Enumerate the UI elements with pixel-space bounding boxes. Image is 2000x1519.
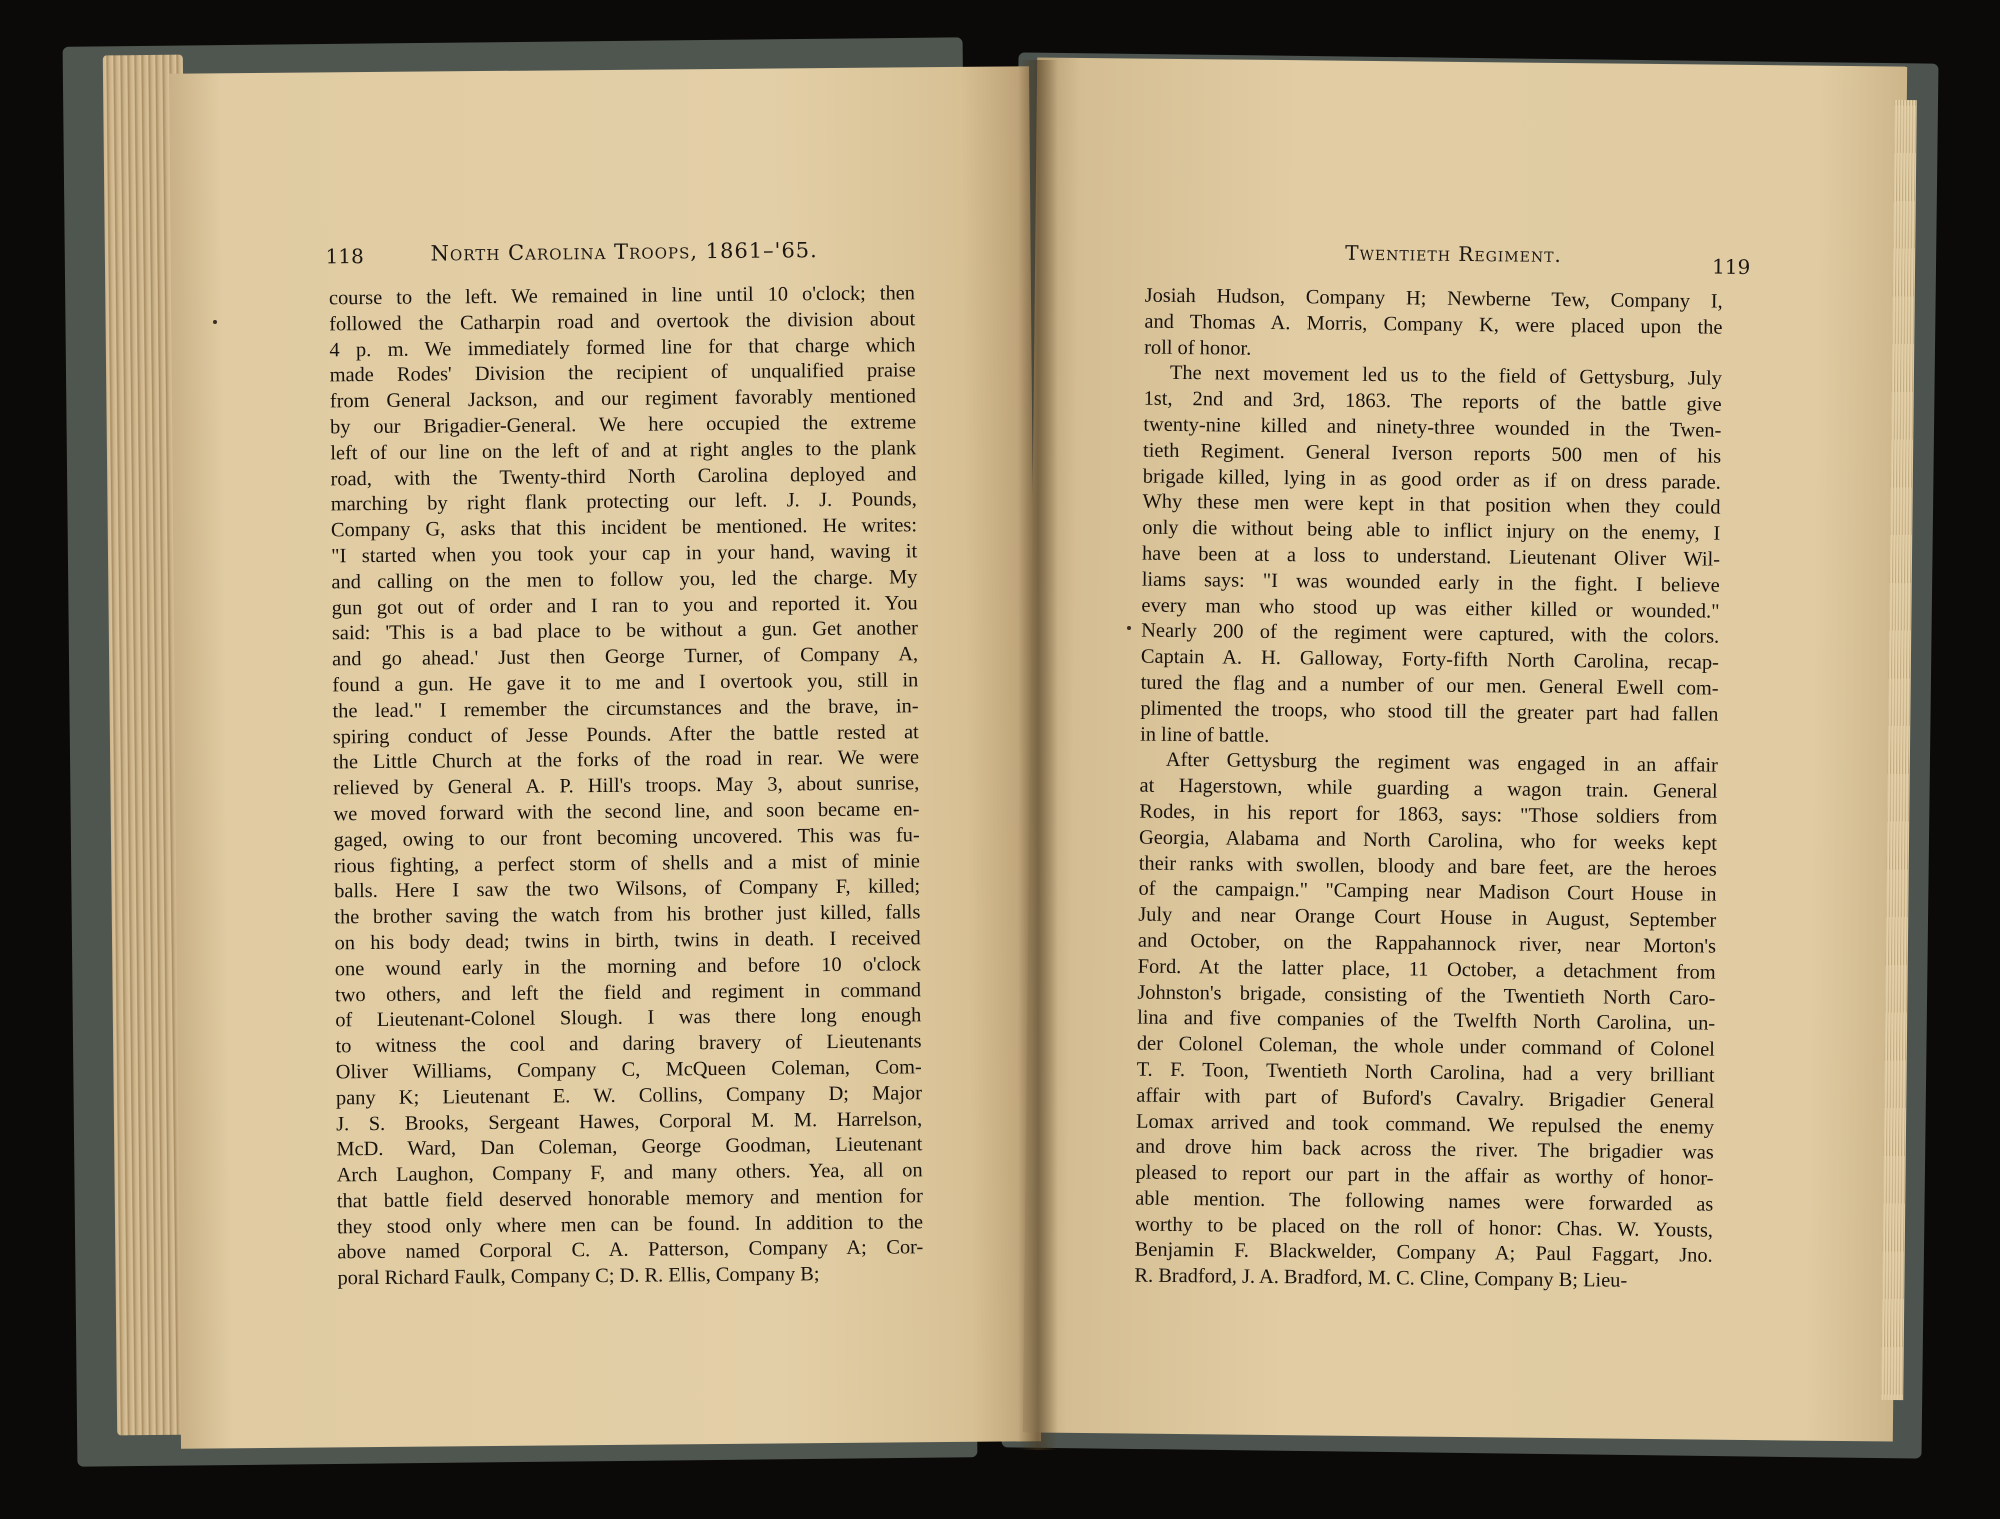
text-line: road, with the Twenty-third North Carolina deployed and <box>330 462 917 490</box>
text-line: the brother saving the watch from his brother just killed, falls <box>334 901 921 929</box>
text-line: by our Brigadier-General. We here occupied the extreme <box>330 411 917 439</box>
text-line: course to the left. We remained in line until 10 o'clock; then <box>328 282 916 310</box>
text-line: Rodes, in his report for 1863, says: "Those soldiers from <box>1139 800 1718 829</box>
text-line: every man who stood up was either killed or wounded." <box>1141 594 1720 623</box>
text-line: R. Bradford, J. A. Bradford, M. C. Cline, Company B; Lieu- <box>1134 1264 1628 1293</box>
text-line: "I started when you took your cap in your hand, waving it <box>331 540 918 568</box>
text-line: J. S. Brooks, Sergeant Hawes, Corporal M. M. Harrelson, <box>336 1107 923 1135</box>
text-line: Lomax arrived and took command. We repulsed the enemy <box>1135 1110 1715 1139</box>
page-number-left: 118 <box>325 244 364 269</box>
text-line: said: 'This is a bad place to be without a gun. Get another <box>331 617 918 645</box>
text-line: Ford. At the latter place, 11 October, a detachment from <box>1137 955 1716 984</box>
text-line: left of our line on the left of and at right angles to the plank <box>330 437 917 465</box>
text-line: The next movement led us to the field of Gettysburg, July <box>1169 362 1723 391</box>
text-line: followed the Catharpin road and overtook the division about <box>329 308 916 336</box>
text-line: lina and five companies of the Twelfth North Carolina, un- <box>1137 1006 1716 1035</box>
text-line: rious fighting, a perfect storm of shells and a mist of minie <box>333 849 921 877</box>
text-line: and go ahead.' Just then George Turner, of Company A, <box>332 643 919 671</box>
text-line: worthy to be placed on the roll of honor: Chas. W. Yousts, <box>1134 1213 1714 1242</box>
text-line: liams says: "I was wounded early in the fight. I believe <box>1141 568 1720 597</box>
text-line: 4 p. m. We immediately formed line for that charge which <box>329 333 916 361</box>
text-line: above named Corporal C. A. Patterson, Company A; Cor- <box>337 1236 924 1264</box>
text-line: on his body dead; twins in birth, twins in death. I received <box>334 927 921 955</box>
text-line: Nearly 200 of the regiment were captured, with the colors. <box>1141 619 1720 649</box>
text-line: from General Jackson, and our regiment favorably mentioned <box>329 385 916 413</box>
text-line: to witness the cool and daring bravery of Lieutenants <box>335 1030 922 1058</box>
text-line: Benjamin F. Blackwelder, Company A; Paul Faggart, Jno. <box>1134 1239 1713 1268</box>
text-line: der Colonel Coleman, the whole under command of Colonel <box>1136 1032 1715 1061</box>
page-number-right: 119 <box>1711 254 1751 279</box>
text-line: twenty-nine killed and ninety-three wounded in the Twen- <box>1143 413 1722 442</box>
text-line: Company G, asks that this incident be mentioned. He writes: <box>330 514 918 542</box>
text-line: the lead." I remember the circumstances and the brave, in- <box>332 695 919 723</box>
text-line: pany K; Lieutenant E. W. Collins, Company D; Major <box>335 1081 923 1110</box>
text-line: balls. Here I saw the two Wilsons, of Company F, killed; <box>334 875 921 903</box>
text-line: Captain A. H. Galloway, Forty-fifth North Carolina, recap- <box>1140 645 1720 674</box>
text-line: Arch Laughon, Company F, and many others. Yea, all on <box>336 1159 923 1187</box>
text-line: marching by right flank protecting our left. J. J. Pounds, <box>330 488 917 516</box>
text-line: gun got out of order and I ran to you and reported it. You <box>331 591 918 619</box>
text-line: and drove him back across the river. The brigadier was <box>1135 1135 1714 1164</box>
text-line: one wound early in the morning and before 10 o'clock <box>334 952 921 981</box>
text-line: only die without being able to inflict injury on the enemy, I <box>1142 516 1721 545</box>
book-gutter <box>1018 60 1058 1450</box>
right-page <box>1023 57 1907 1441</box>
text-line: gaged, owing to our front becoming uncovered. This was fu- <box>333 823 920 852</box>
text-line: July and near Orange Court House in August, September <box>1138 903 1717 932</box>
text-line: tieth Regiment. General Iverson reports 500 men of his <box>1142 439 1722 468</box>
text-line: roll of honor. <box>1144 336 1252 360</box>
text-line: spiring conduct of Jesse Pounds. After the battle rested at <box>332 720 919 748</box>
text-line: affair with part of Buford's Cavalry. Brigadier General <box>1136 1084 1715 1113</box>
running-head-right: Twentieth Regiment. <box>1345 240 1562 267</box>
left-page-text <box>329 281 924 1292</box>
text-line: Oliver Williams, Company C, McQueen Coleman, Com- <box>335 1056 922 1084</box>
text-line: the Little Church at the forks of the road in rear. We were <box>332 746 920 774</box>
text-line: tured the flag and a number of our men. General Ewell com- <box>1140 671 1719 700</box>
text-line: have been at a loss to understand. Lieutenant Oliver Wil- <box>1141 542 1721 571</box>
text-line: 1st, 2nd and 3rd, 1863. The reports of the battle give <box>1143 387 1722 416</box>
text-line: their ranks with swollen, bloody and bare feet, are the heroes <box>1138 852 1717 881</box>
text-line: of the campaign." "Camping near Madison Court House in <box>1138 877 1717 906</box>
text-line: of Lieutenant-Colonel Slough. I was there long enough <box>335 1004 922 1032</box>
text-line: and October, on the Rappahannock river, near Morton's <box>1137 929 1717 958</box>
text-line: able mention. The following names were forwarded as <box>1135 1187 1714 1216</box>
text-line: McD. Ward, Dan Coleman, George Goodman, Lieutenant <box>336 1133 923 1161</box>
text-line: found a gun. He gave it to me and I overtook you, still in <box>332 669 919 697</box>
text-line: Josiah Hudson, Company H; Newberne Tew, Company I, <box>1144 284 1723 313</box>
text-line: pleased to report our part in the affair as worthy of honor- <box>1135 1161 1714 1190</box>
text-line: made Rodes' Division the recipient of unqualified praise <box>329 359 916 387</box>
paper-speck <box>213 320 217 324</box>
text-line: relieved by General A. P. Hill's troops. May 3, about sunrise, <box>333 772 920 800</box>
text-line: Johnston's brigade, consisting of the Twentieth North Caro- <box>1137 981 1716 1010</box>
text-line: T. F. Toon, Twentieth North Carolina, had a very brilliant <box>1136 1058 1715 1087</box>
right-page-text <box>1134 284 1723 1296</box>
text-line: poral Richard Faulk, Company C; D. R. Ellis, Company B; <box>337 1263 820 1290</box>
paper-speck <box>1127 626 1131 630</box>
text-line: two others, and left the field and regiment in command <box>334 978 922 1006</box>
text-line: Why these men were kept in that position when they could <box>1142 490 1721 520</box>
text-line: at Hagerstown, while guarding a wagon train. General <box>1139 774 1718 803</box>
text-line: we moved forward with the second line, and soon became en- <box>333 798 920 826</box>
text-line: and Thomas A. Morris, Company K, were placed upon the <box>1144 310 1723 339</box>
text-line: that battle field deserved honorable memory and mention for <box>336 1185 923 1213</box>
text-line: Georgia, Alabama and North Carolina, who for weeks kept <box>1138 826 1718 855</box>
running-head-left: North Carolina Troops, 1861–'65. <box>430 238 818 266</box>
left-page <box>169 66 1041 1448</box>
text-line: in line of battle. <box>1140 723 1270 747</box>
text-line: and calling on the men to follow you, led the charge. My <box>331 566 918 594</box>
text-line: they stood only where men can be found. In addition to the <box>336 1210 924 1239</box>
text-line: brigade killed, lying in as good order as if on dress parade. <box>1142 465 1721 494</box>
text-line: plimented the troops, who stood till the greater part had fallen <box>1140 697 1719 726</box>
text-line: After Gettysburg the regiment was engaged in an affair <box>1165 749 1718 777</box>
